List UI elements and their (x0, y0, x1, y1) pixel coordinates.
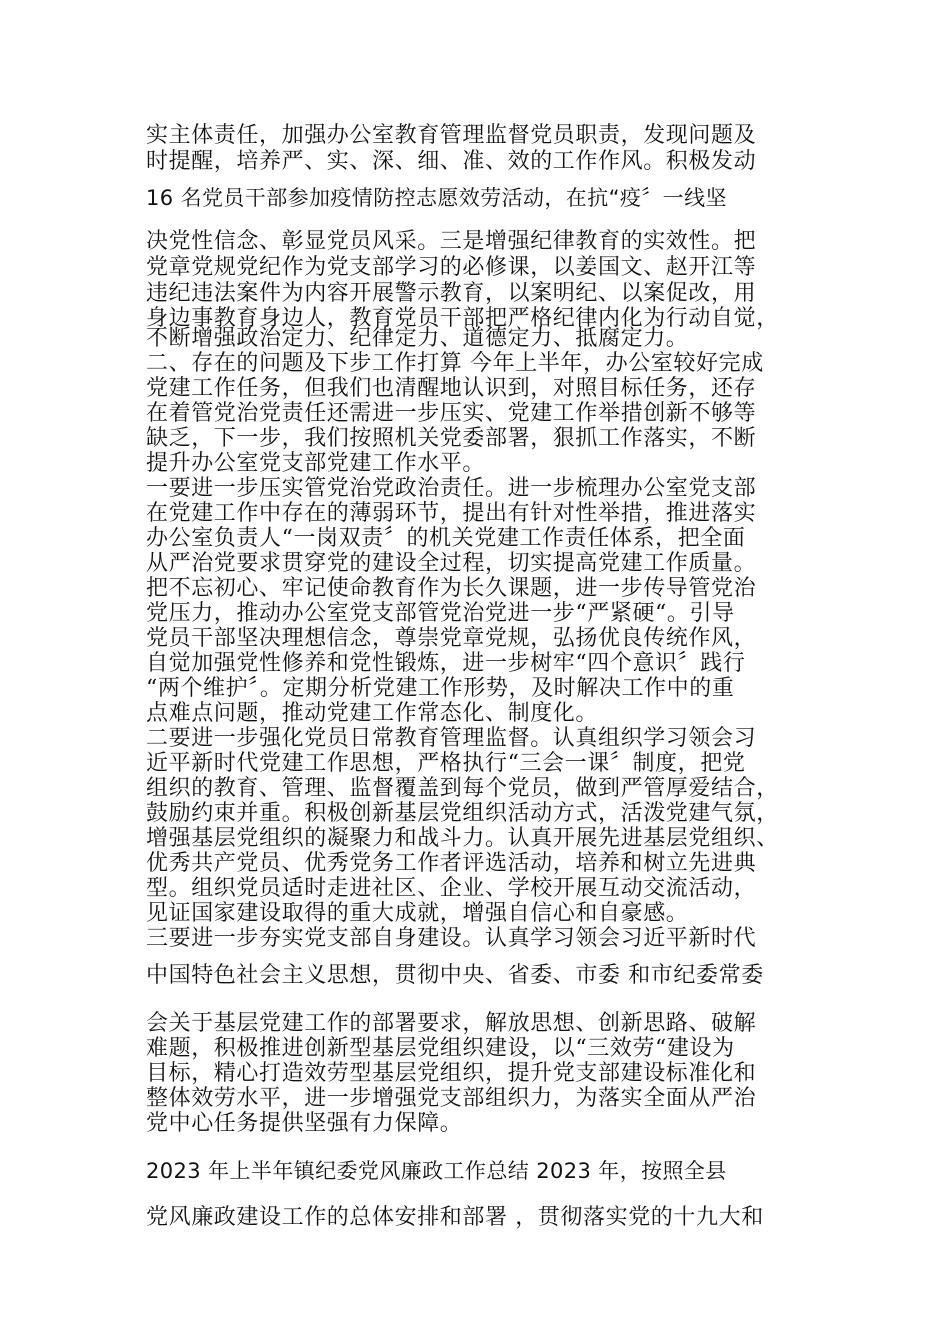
body-text-line: 实主体责任，加强办公室教育管理监督党员职责，发现问题及 (146, 123, 757, 148)
body-text-line: 违纪违法案件为内容开展警示教育，以案明纪、以案促改，用 (146, 281, 757, 306)
body-text-line: 党建工作任务，但我们也清醒地认识到，对照目标任务，还存 (146, 376, 757, 401)
body-text-line: 整体效劳水平，进一步增强党支部组织力，为落实全面从严治 (146, 1086, 757, 1111)
report-title-line: 2023 年上半年镇纪委党风廉政工作总结 2023 年，按照全县 (146, 1159, 727, 1183)
body-text-line: 中国特色社会主义思想，贯彻中央、省委、市委 和市纪委常委 (146, 963, 764, 988)
body-text-line: 党员干部坚决理想信念，尊崇党章党规，弘扬优良传统作风， (146, 626, 757, 651)
body-text-line: 缺乏，下一步，我们按照机关党委部署，狠抓工作落实，不断 (146, 426, 757, 451)
body-text-line: 从严治党要求贯穿党的建设全过程，切实提高党建工作质量。 (146, 551, 757, 576)
body-text-line: 见证国家建设取得的重大成就，增强自信心和自豪感。 (146, 901, 689, 926)
body-text-line: 时提醒，培养严、实、深、细、准、效的工作作风。积极发动 (146, 149, 757, 174)
body-text-line: 二要进一步强化党员日常教育管理监督。认真组织学习领会习 (146, 726, 757, 751)
body-text-line: 党压力，推动办公室党支部管党治党进一步“严紧硬“。引导 (146, 601, 735, 626)
body-text-line: 型。组织党员适时走进社区、企业、学校开展互动交流活动， (146, 876, 757, 901)
body-text-line: 点难点问题，推动党建工作常态化、制度化。 (146, 701, 599, 726)
body-text-line: 优秀共产党员、优秀党务工作者评选活动，培养和树立先进典 (146, 851, 757, 876)
body-text-line: “两个维护〞。定期分析党建工作形势，及时解决工作中的重 (146, 676, 735, 701)
body-text-line: 身边事教育身边人，教育党员干部把严格纪律内化为行动自觉， (146, 306, 779, 331)
body-text-line: 自觉加强党性修养和党性锻炼，进一步树牢“四个意识〞践行 (146, 651, 746, 676)
body-text-line: 增强基层党组织的凝聚力和战斗力。认真开展先进基层党组织、 (146, 826, 779, 851)
body-text-line: 决党性信念、彰显党员风采。三是增强纪律教育的实效性。把 (146, 229, 757, 254)
body-text-line: 一要进一步压实管党治党政治责任。进一步梳理办公室党支部 (146, 476, 757, 501)
section-heading-line: 二、存在的问题及下步工作打算 今年上半年，办公室较好完成 (146, 351, 764, 376)
body-text-line: 在着管党治党责任还需进一步压实、党建工作举措创新不够等 (146, 401, 757, 426)
body-text-line: 把不忘初心、牢记使命教育作为长久课题，进一步传导管党治 (146, 576, 757, 601)
body-text-line: 在党建工作中存在的薄弱环节，提出有针对性举措，推进落实 (146, 501, 757, 526)
body-text-line: 党章党规党纪作为党支部学习的必修课，以姜国文、赵开江等 (146, 255, 757, 280)
body-text-line: 会关于基层党建工作的部署要求，解放思想、创新思路、破解 (146, 1011, 757, 1036)
body-text-line: 党风廉政建设工作的总体安排和部署 ，贯彻落实党的十九大和 (146, 1205, 764, 1230)
body-text-line: 三要进一步夯实党支部自身建设。认真学习领会习近平新时代 (146, 926, 757, 951)
body-text-line: 党中心任务提供坚强有力保障。 (146, 1111, 463, 1136)
body-text-line: 难题，积极推进创新型基层党组织建设，以“三效劳“建设为 (146, 1036, 735, 1061)
body-text-line: 目标，精心打造效劳型基层党组织，提升党支部建设标准化和 (146, 1061, 757, 1086)
body-text-line: 不断增强政治定力、纪律定力、道德定力、抵腐定力。 (146, 326, 689, 351)
body-text-line: 组织的教育、管理、监督覆盖到每个党员，做到严管厚爱结合， (146, 776, 779, 801)
body-text-line: 16 名党员干部参加疫情防控志愿效劳活动，在抗“疫〞一线坚 (146, 186, 727, 210)
body-text-line: 近平新时代党建工作思想，严格执行“三会一课〞制度，把党 (146, 751, 746, 776)
body-text-line: 办公室负责人“一岗双责〞的机关党建工作责任体系，把全面 (146, 526, 746, 551)
body-text-line: 提升办公室党支部党建工作水平。 (146, 451, 486, 476)
body-text-line: 鼓励约束并重。积极创新基层党组织活动方式，活泼党建气氛， (146, 801, 779, 826)
